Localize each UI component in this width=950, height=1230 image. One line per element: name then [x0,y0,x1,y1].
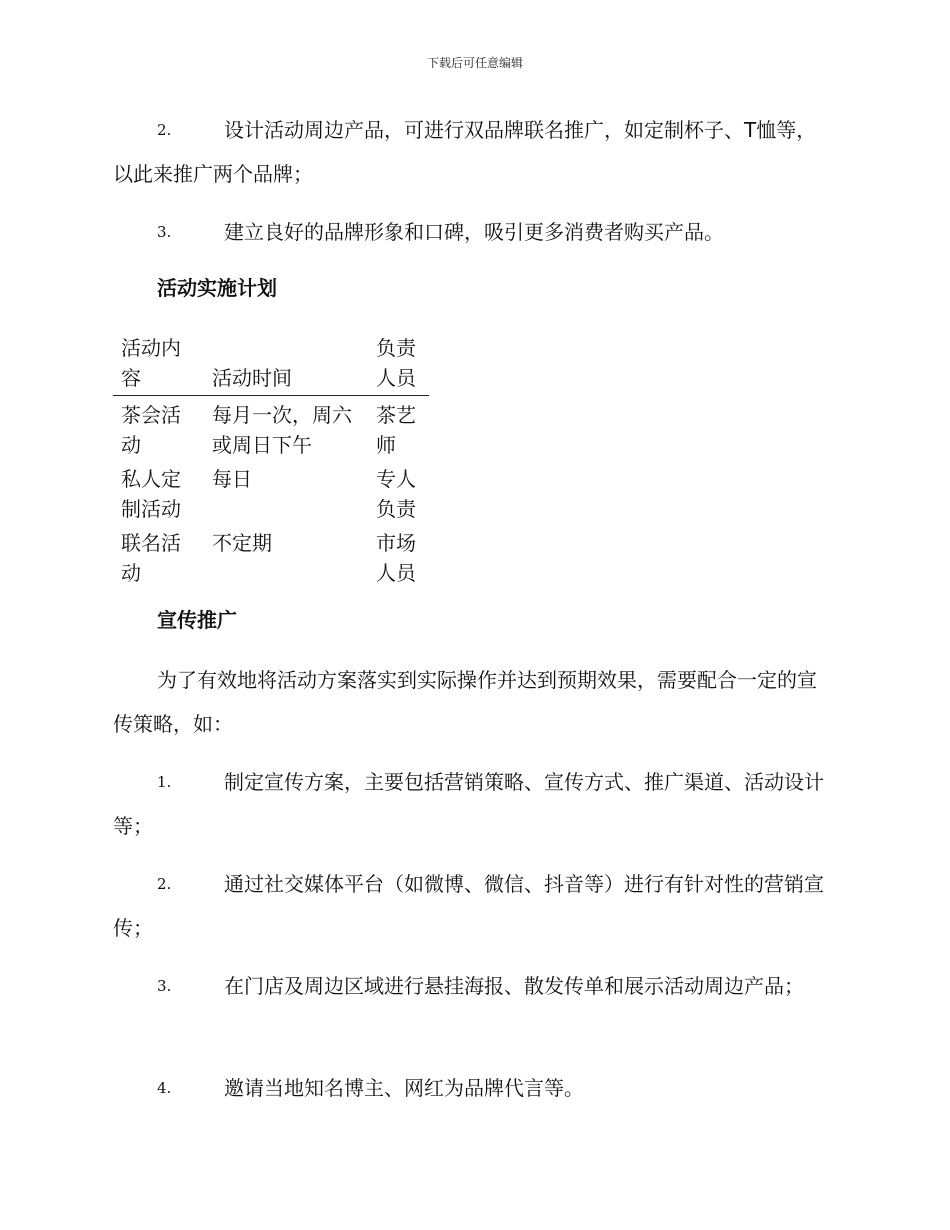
section-heading: 活动实施计划 [157,276,277,300]
list-item [113,760,833,848]
column-header: 活动内容 [113,333,204,396]
table-cell: 联名活动 [121,531,181,585]
table-header-row [113,333,429,396]
table-row [113,396,429,465]
list-number: 2. [157,875,172,893]
list-item [113,108,833,196]
activity-plan-table [113,333,429,592]
list-item [113,210,833,254]
list-number: 3. [157,223,172,241]
list-text: 设计活动周边产品，可进行双品牌联名推广，如定制杯子、T恤等，以此来推广两个品牌； [113,118,817,186]
table-row [113,528,429,592]
table-row [113,464,429,528]
table-cell: 市场人员 [376,531,416,585]
list-number: 4. [157,1079,172,1097]
page-header: 下载后可任意编辑 [426,56,523,70]
column-header: 负责人员 [368,333,429,396]
table-cell: 私人定制活动 [121,467,181,521]
list-text: 邀请当地知名博主、网红为品牌代言等。 [224,1076,584,1100]
list-number: 2. [157,121,172,139]
list-text: 建立良好的品牌形象和口碑，吸引更多消费者购买产品。 [224,220,724,244]
list-number: 1. [157,773,172,791]
column-header: 活动时间 [204,333,368,396]
list-text: 制定宣传方案，主要包括营销策略、宣传方式、推广渠道、活动设计等； [113,770,824,838]
section-heading: 宣传推广 [157,608,237,632]
table-cell: 茶会活动 [121,403,181,457]
list-number: 3. [157,977,172,995]
list-text: 在门店及周边区域进行悬挂海报、散发传单和展示活动周边产品； [224,974,804,998]
table-cell: 不定期 [212,531,272,555]
table-cell: 专人负责 [376,467,416,521]
list-item [113,964,833,1008]
list-text: 通过社交媒体平台（如微博、微信、抖音等）进行有针对性的营销宣传； [113,872,824,940]
list-item [113,1066,833,1110]
table-cell: 每日 [212,467,252,491]
table-cell: 茶艺师 [376,403,416,457]
paragraph: 为了有效地将活动方案落实到实际操作并达到预期效果，需要配合一定的宣传策略，如： [113,668,817,736]
list-item [113,862,833,950]
table-cell: 每月一次，周六或周日下午 [212,403,352,457]
